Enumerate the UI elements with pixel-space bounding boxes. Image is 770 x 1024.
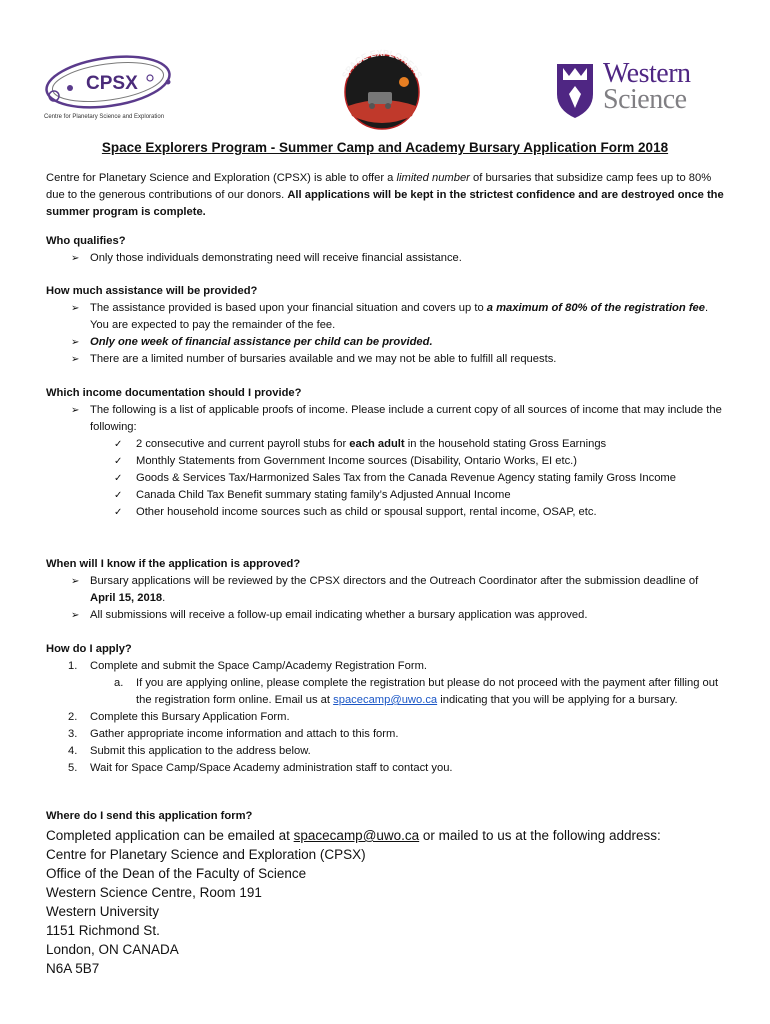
section-how-to-apply (46, 641, 726, 777)
section-where-to-send (46, 808, 726, 825)
list-item: ➢ There are a limited number of bursaries available and we may not be able to fulfill all requests. (46, 351, 726, 368)
step-text: Wait for Space Camp/Space Academy administration staff to contact you. (90, 762, 453, 774)
intro-italic: limited number (396, 172, 470, 184)
intro-text-1: Centre for Planetary Science and Exploration (CPSX) is able to offer a (46, 172, 397, 184)
checklist-emphasis: each adult (349, 438, 405, 450)
checklist-item: ✓ Other household income sources such as child or spousal support, rental income, OSAP, etc. (46, 504, 726, 521)
step-text: indicating that you will be applying for a bursary. (437, 694, 678, 706)
science-wordmark: Science (603, 84, 687, 115)
section-who-qualifies (46, 233, 726, 267)
intro-bold: All applications will be kept in the strictest confidence and are destroyed once the summer program is complete. (46, 189, 724, 218)
cpsx-caption: Centre for Planetary Science and Exploration (44, 114, 165, 120)
page-title: Space Explorers Program - Summer Camp and Academy Bursary Application Form 2018 (101, 140, 669, 155)
step-text: Complete this Bursary Application Form. (90, 711, 290, 723)
step-item: 1. Complete and submit the Space Camp/Academy Registration Form. (68, 660, 428, 672)
address-line: Western University (46, 904, 160, 919)
intro-paragraph (46, 170, 726, 221)
list-item: ➢ Only those individuals demonstrating need will receive financial assistance. (46, 250, 726, 267)
step-item: 4. Submit this application to the address below. (68, 745, 311, 757)
cpsx-orbit-icon (40, 52, 180, 114)
step-text: Gather appropriate income information and attach to this form. (90, 728, 399, 740)
space-explorers-logo (330, 48, 434, 130)
header (0, 48, 770, 128)
cpsx-logo-text: CPSX (86, 73, 138, 94)
checklist-item: ✓ Goods & Services Tax/Harmonized Sales Tax from the Canada Revenue Agency stating family Gross Income (46, 470, 726, 487)
list-item-emphasis: a maximum of 80% of the registration fee (486, 302, 705, 314)
address-line: 1151 Richmond St. (46, 923, 160, 938)
section-assistance (46, 283, 726, 368)
section-income-documentation (46, 385, 726, 521)
section-heading: Where do I send this application form? (46, 810, 253, 822)
western-science-logo (553, 58, 723, 122)
space-logo-text: SPACE EXPLORERS (339, 48, 425, 80)
checklist-item (46, 436, 726, 453)
western-crest-icon (553, 60, 597, 120)
list-item: ➢ Only one week of financial assistance per child can be provided. (46, 334, 726, 351)
step-text: Complete and submit the Space Camp/Academy Registration Form. (90, 660, 428, 672)
step-item: 5. Wait for Space Camp/Space Academy administration staff to contact you. (68, 762, 453, 774)
section-heading: When will I know if the application is approved? (46, 558, 301, 570)
checklist-item: ✓ Canada Child Tax Benefit summary stating family’s Adjusted Annual Income (46, 487, 726, 504)
email-link[interactable]: spacecamp@uwo.ca (333, 694, 438, 706)
step-text: If you are applying online, please complete the registration but please do not proceed with the payment after filling out the registration form online. Email us at (136, 677, 719, 706)
list-item (46, 300, 726, 334)
send-text: or mailed to us at the following address: (419, 828, 661, 843)
list-item-text: . You are expected to pay the remainder of the fee. (90, 302, 709, 331)
send-text: Completed application can be emailed at (46, 828, 294, 843)
cpsx-logo (40, 52, 180, 124)
address-line: Office of the Dean of the Faculty of Science (46, 866, 307, 881)
list-item-text: Bursary applications will be reviewed by the CPSX directors and the Outreach Coordinator after the submission deadline of (90, 575, 699, 587)
step-text: Submit this application to the address below. (90, 745, 311, 757)
deadline-date: April 15, 2018 (90, 592, 163, 604)
checklist-text: in the household stating Gross Earnings (404, 438, 607, 450)
address-line: Centre for Planetary Science and Exploration (CPSX) (46, 847, 366, 862)
send-instructions (46, 826, 661, 845)
section-heading: Who qualifies? (46, 235, 126, 247)
step-item: 2. Complete this Bursary Application Form. (68, 711, 290, 723)
list-item (46, 573, 726, 607)
mailing-address-block (46, 826, 661, 978)
section-heading: How much assistance will be provided? (46, 285, 258, 297)
step-item: 3. Gather appropriate income information and attach to this form. (68, 728, 399, 740)
checklist-item: ✓ Monthly Statements from Government Income sources (Disability, Ontario Works, EI etc.) (46, 453, 726, 470)
section-heading: How do I apply? (46, 643, 132, 655)
section-heading: Which income documentation should I provide? (46, 387, 302, 399)
sub-step-item: a. If you are applying online, please complete the registration but please do not proceed with the payment after filling out the registration form online. Email us at spacecamp@uwo.ca indicating that you will be applying for a bursary. (114, 677, 719, 706)
list-item-text: The assistance provided is based upon your financial situation and covers up to (90, 302, 487, 314)
email-address[interactable]: spacecamp@uwo.ca (293, 828, 420, 843)
section-approval (46, 556, 726, 624)
list-item: ➢ The following is a list of applicable proofs of income. Please include a current copy of all sources of income that may include the following: (46, 402, 726, 436)
intro-text-2: of bursaries that subsidize camp fees up to 80% due to the generous contributions of our donors. (46, 172, 712, 201)
list-item-text: . (162, 592, 166, 604)
space-explorers-badge-icon (330, 48, 434, 130)
list-item: ➢ All submissions will receive a follow-up email indicating whether a bursary application was approved. (46, 607, 726, 624)
address-line: London, ON CANADA (46, 942, 179, 957)
address-line: N6A 5B7 (46, 961, 100, 976)
western-wordmark: Western (603, 58, 691, 89)
address-line: Western Science Centre, Room 191 (46, 885, 262, 900)
checklist-text: 2 consecutive and current payroll stubs for (136, 438, 350, 450)
